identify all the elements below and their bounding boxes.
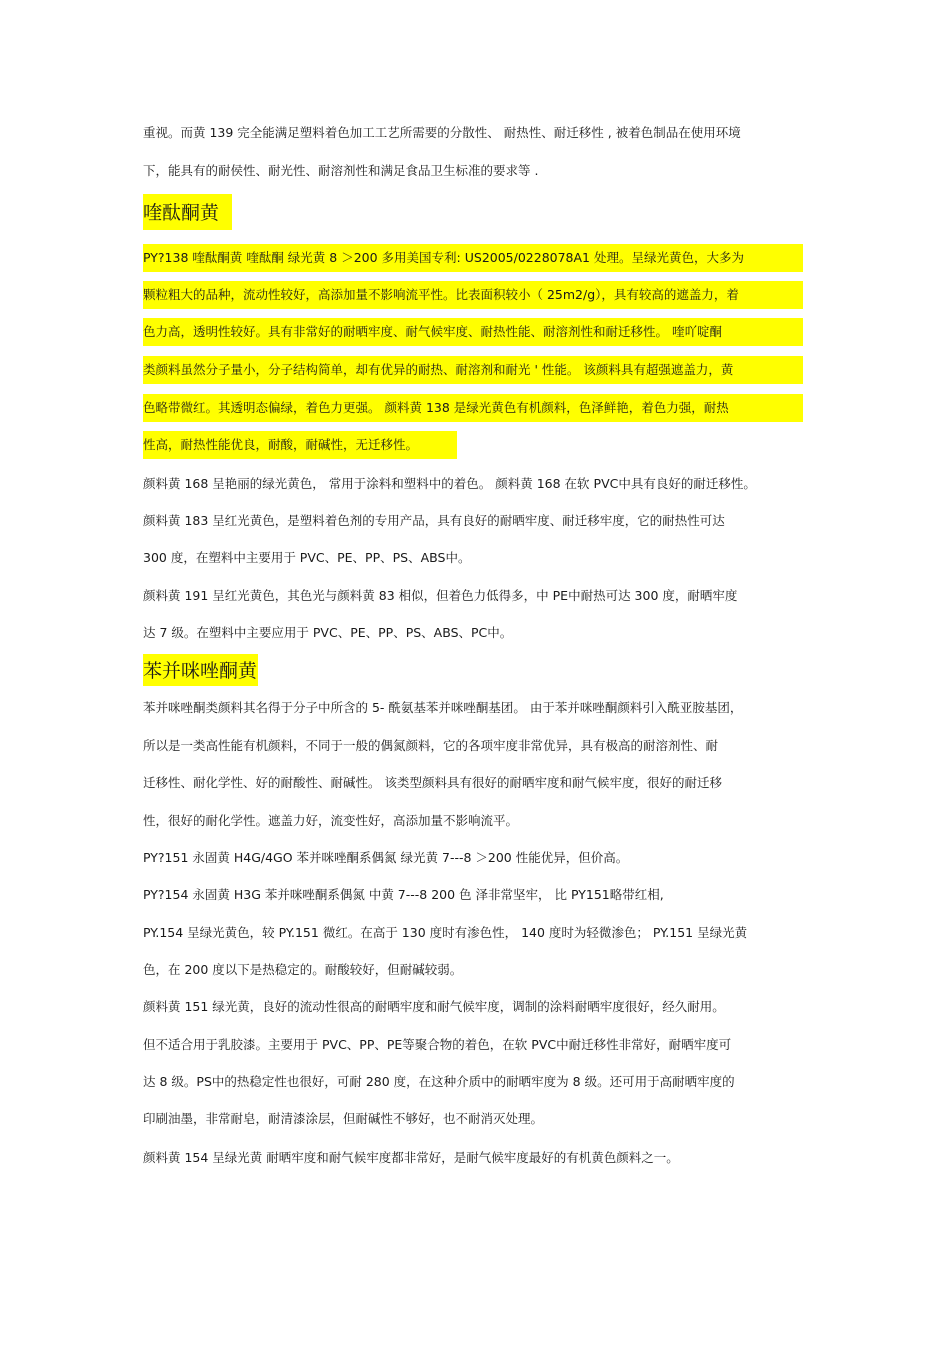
text-line: 达 8 级。PS中的热稳定性也很好，可耐 280 度，在这种介质中的耐晒牢度为 8 级。还可用于高耐晒牢度的 xyxy=(143,1074,735,1089)
text-line: PY?154 永固黄 H3G 苯并咪唑酮系偶氮 中黄 7---8 200 色 泽非常坚牢， 比 PY151略带红相, xyxy=(143,887,664,902)
text-line: 重视。而黄 139 完全能满足塑料着色加工工艺所需要的分散性、 耐热性、耐迁移性 , 被着色制品在使用环境 xyxy=(143,125,741,140)
text-line: 达 7 级。在塑料中主要应用于 PVC、PE、PP、PS、ABS、PC中。 xyxy=(143,625,513,640)
text-line: 颜料黄 191 呈红光黄色，其色光与颜料黄 83 相似，但着色力低得多，中 PE中耐热可达 300 度，耐晒牢度 xyxy=(143,588,738,603)
text-line: 色，在 200 度以下是热稳定的。耐酸较好，但耐碱较弱。 xyxy=(143,962,463,977)
text-line: 颜料黄 168 呈艳丽的绿光黄色， 常用于涂料和塑料中的着色。 颜料黄 168 在软 PVC中具有良好的耐迁移性。 xyxy=(143,476,756,491)
highlighted-line: 色力高，透明性较好。具有非常好的耐晒牢度、耐气候牢度、耐热性能、耐溶剂性和耐迁移性。 喹吖啶酮 xyxy=(143,318,803,346)
text-line: 300 度，在塑料中主要用于 PVC、PE、PP、PS、ABS中。 xyxy=(143,550,471,565)
highlighted-line: 性高，耐热性能优良，耐酸，耐碱性，无迁移性。 xyxy=(143,431,457,459)
text-line: 苯并咪唑酮类颜料其名得于分子中所含的 5- 酰氨基苯并咪唑酮基团。 由于苯并咪唑酮颜料引入酰亚胺基团， xyxy=(143,700,743,715)
text-line: PY?151 永固黄 H4G/4GO 苯并咪唑酮系偶氮 绿光黄 7---8 ＞200 性能优异，但价高。 xyxy=(143,850,629,865)
text-line: 但不适合用于乳胶漆。主要用于 PVC、PP、PE等聚合物的着色，在软 PVC中耐迁移性非常好，耐晒牢度可 xyxy=(143,1037,732,1052)
text-line: PY.154 呈绿光黄色，较 PY.151 微红。在高于 130 度时有渗色性， 140 度时为轻微渗色； PY.151 呈绿光黄 xyxy=(143,925,748,940)
highlighted-line: 颗粒粗大的品种，流动性较好，高添加量不影响流平性。比表面积较小（ 25m2/g），具有较高的遮盖力，着 xyxy=(143,281,803,309)
text-line: 所以是一类高性能有机颜料，不同于一般的偶氮颜料，它的各项牢度非常优异，具有极高的耐溶剂性、耐 xyxy=(143,738,719,753)
text-line: 印刷油墨，非常耐皂，耐清漆涂层，但耐碱性不够好，也不耐消灭处理。 xyxy=(143,1111,544,1126)
highlighted-line: PY?138 喹酞酮黄 喹酞酮 绿光黄 8 ＞200 多用美国专利: US2005/0228078A1 处理。呈绿光黄色，大多为 xyxy=(143,244,803,272)
text-line: 下，能具有的耐侯性、耐光性、耐溶剂性和满足食品卫生标准的要求等 . xyxy=(143,163,539,178)
section-heading: 喹酞酮黄 xyxy=(143,202,220,224)
highlighted-line: 色略带微红。其透明态偏绿，着色力更强。 颜料黄 138 是绿光黄色有机颜料，色泽鲜艳，着色力强，耐热 xyxy=(143,394,803,422)
section-heading: 苯并咪唑酮黄 xyxy=(143,660,258,682)
text-line: 性，很好的耐化学性。遮盖力好，流变性好，高添加量不影响流平。 xyxy=(143,813,519,828)
text-line: 迁移性、耐化学性、好的耐酸性、耐碱性。 该类型颜料具有很好的耐晒牢度和耐气候牢度，很好的耐迁移 xyxy=(143,775,722,790)
text-line: 颜料黄 154 呈绿光黄 耐晒牢度和耐气候牢度都非常好，是耐气候牢度最好的有机黄色颜料之一。 xyxy=(143,1150,679,1165)
highlighted-line: 类颜料虽然分子量小，分子结构简单，却有优异的耐热、耐溶剂和耐光 ' 性能。 该颜料具有超强遮盖力，黄 xyxy=(143,356,803,384)
text-line: 颜料黄 183 呈红光黄色，是塑料着色剂的专用产品，具有良好的耐晒牢度、耐迁移牢度，它的耐热性可达 xyxy=(143,513,725,528)
text-line: 颜料黄 151 绿光黄，良好的流动性很高的耐晒牢度和耐气候牢度，调制的涂料耐晒牢度很好，经久耐用。 xyxy=(143,999,725,1014)
